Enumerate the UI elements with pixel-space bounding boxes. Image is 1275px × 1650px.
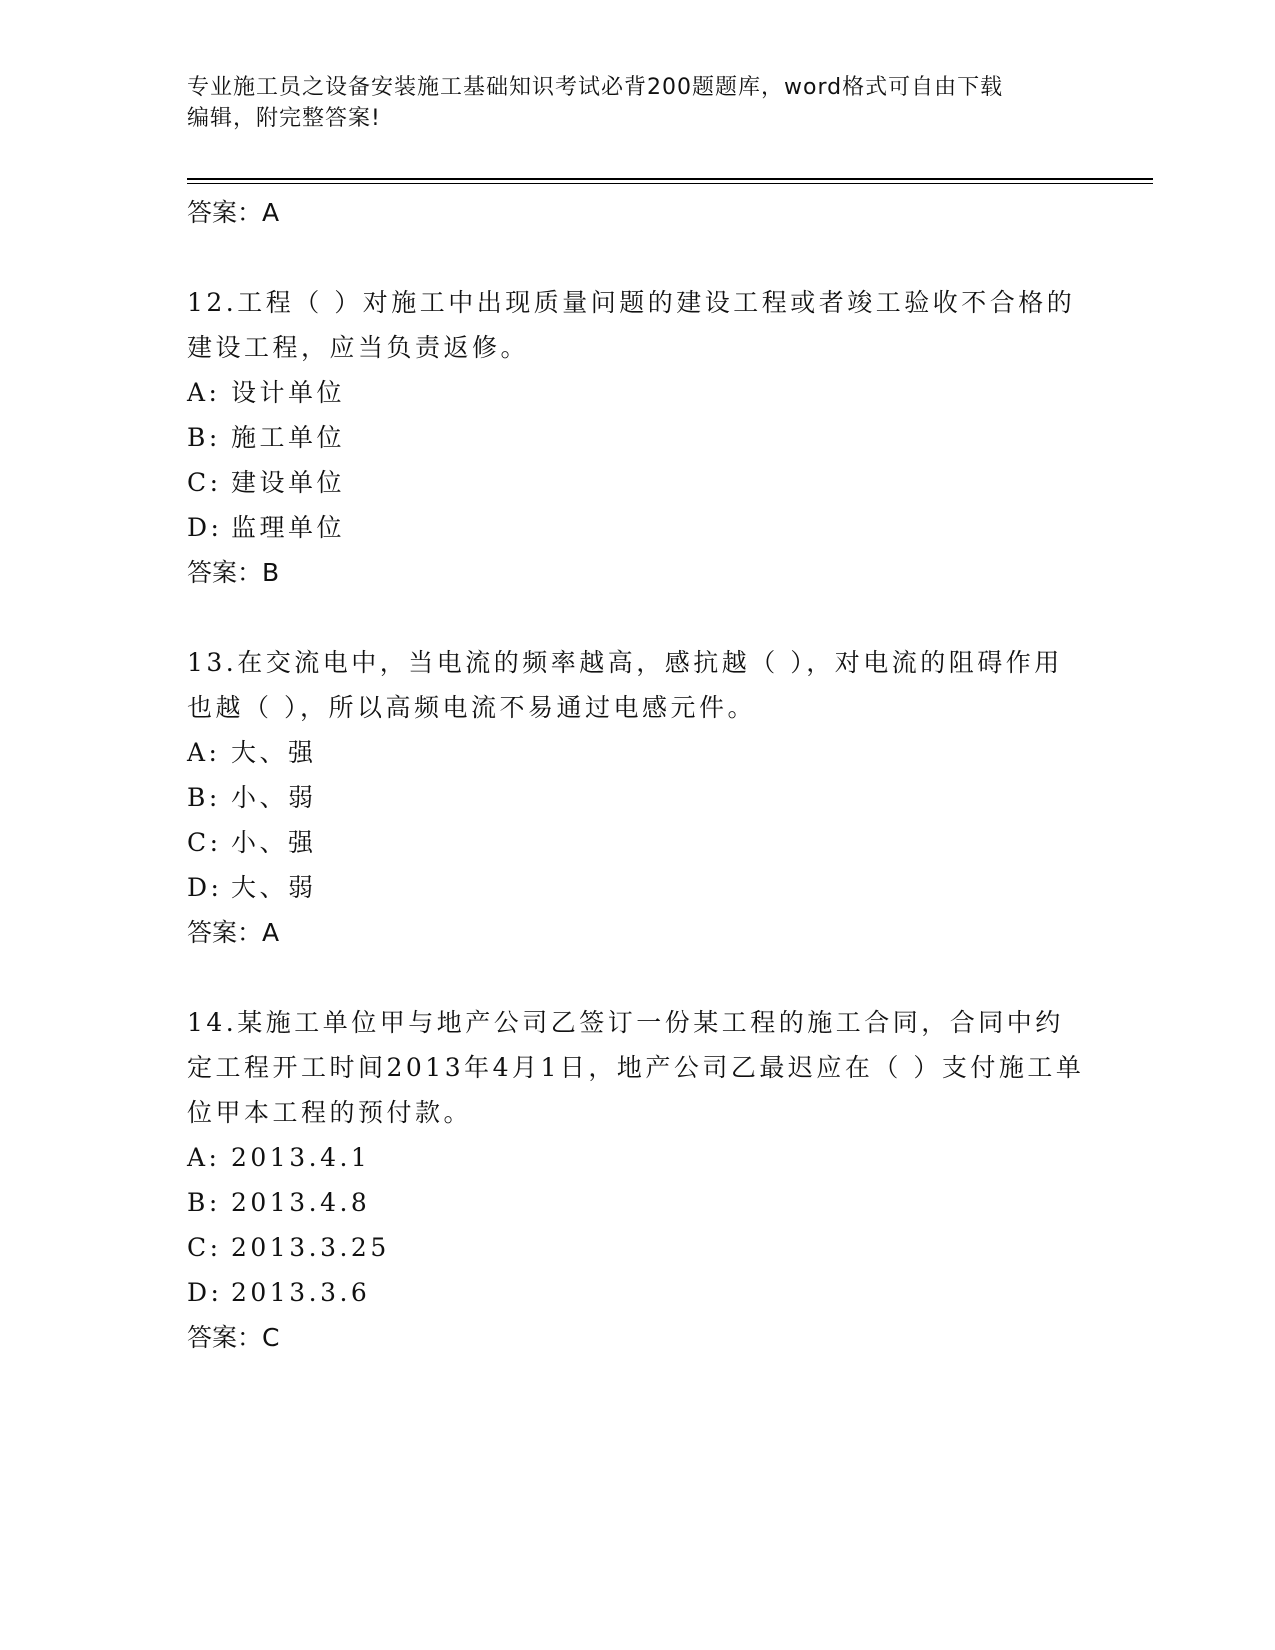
option-a [187,1135,1087,1180]
option-letter: A: [187,738,221,767]
previous-answer: 答案：A [187,198,280,227]
header-rule [187,178,1153,180]
option-letter: B: [187,783,221,812]
option-text: 建设单位 [231,468,346,497]
question-14 [187,1000,1087,1361]
option-text: 2013.3.6 [231,1278,371,1307]
option-text: 小、强 [231,828,317,857]
option-letter: D: [187,513,223,542]
question-12 [187,280,1087,596]
option-d [187,865,1087,910]
option-text: 2013.4.1 [231,1143,371,1172]
question-stem: 12.工程（ ）对施工中出现质量问题的建设工程或者竣工验收不合格的建设工程，应当负责返修。 [187,288,1076,362]
document-body [187,190,1087,1361]
document-header [187,72,1087,134]
question-answer: 答案：C [187,1323,280,1352]
option-b [187,775,1087,820]
option-text: 小、弱 [231,783,317,812]
option-text: 施工单位 [231,423,346,452]
question-answer: 答案：A [187,918,280,947]
option-text: 大、强 [231,738,317,767]
option-letter: C: [187,828,222,857]
option-letter: B: [187,1188,221,1217]
option-d [187,505,1087,550]
option-text: 2013.4.8 [231,1188,371,1217]
option-text: 大、弱 [231,873,317,902]
question-stem: 13.在交流电中，当电流的频率越高，感抗越（ ），对电流的阻碍作用也越（ ），所以高频电流不易通过电感元件。 [187,648,1063,722]
header-rule-thin [187,183,1153,184]
option-text: 2013.3.25 [231,1233,390,1262]
option-letter: C: [187,1233,222,1262]
option-b [187,415,1087,460]
option-letter: C: [187,468,222,497]
option-a [187,370,1087,415]
option-letter: D: [187,873,223,902]
header-line-1: 专业施工员之设备安装施工基础知识考试必背200题题库，word格式可自由下载 [187,75,1004,100]
option-letter: A: [187,378,221,407]
question-answer: 答案：B [187,558,280,587]
option-d [187,1270,1087,1315]
header-line-2: 编辑，附完整答案! [187,106,381,131]
option-letter: B: [187,423,221,452]
option-text: 设计单位 [231,378,346,407]
option-letter: D: [187,1278,223,1307]
option-text: 监理单位 [231,513,346,542]
question-13 [187,640,1087,956]
question-stem: 14.某施工单位甲与地产公司乙签订一份某工程的施工合同，合同中约定工程开工时间2013年4月1日，地产公司乙最迟应在（ ）支付施工单位甲本工程的预付款。 [187,1008,1085,1127]
option-c [187,820,1087,865]
option-b [187,1180,1087,1225]
option-a [187,730,1087,775]
option-c [187,460,1087,505]
option-letter: A: [187,1143,221,1172]
option-c [187,1225,1087,1270]
